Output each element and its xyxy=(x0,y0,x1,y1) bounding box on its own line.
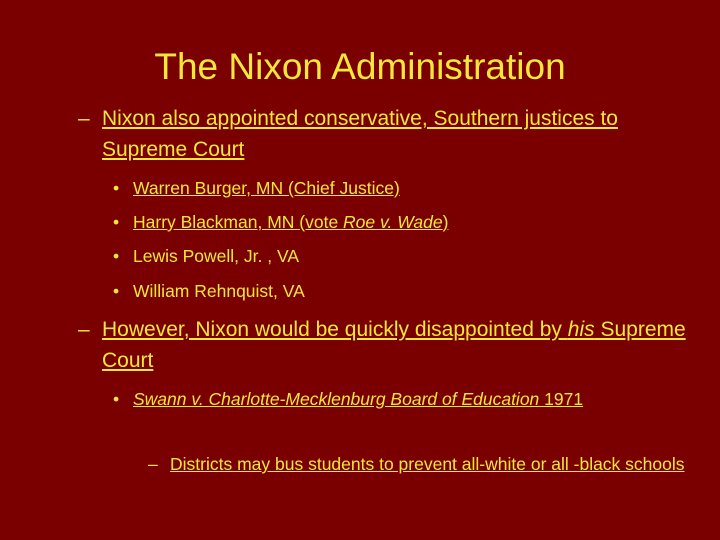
justice-item xyxy=(113,242,673,271)
dash-marker: – xyxy=(78,318,90,341)
point-disappointment xyxy=(78,314,688,376)
bullet-icon: • xyxy=(113,281,120,301)
bullet-icon: • xyxy=(113,389,120,409)
bullet-icon: • xyxy=(113,212,120,232)
bullet-icon: • xyxy=(113,178,120,198)
point-text: However, Nixon would be quickly disappointed by his Supreme Court xyxy=(102,318,686,372)
case-item xyxy=(113,385,673,414)
case-text: Swann v. Charlotte-Mecklenburg Board of Education 1971 xyxy=(133,389,584,409)
justice-text: Harry Blackman, MN (vote Roe v. Wade) xyxy=(133,212,449,232)
point-nixon-appointments xyxy=(78,103,688,165)
case-name: Roe v. Wade xyxy=(343,212,443,232)
justice-text: Warren Burger, MN (Chief Justice) xyxy=(133,178,400,198)
dash-marker: – xyxy=(148,454,158,474)
ruling-text: Districts may bus students to prevent all-white or all -black schools xyxy=(170,454,685,474)
bullet-icon: • xyxy=(113,246,120,266)
justice-text: Lewis Powell, Jr. , VA xyxy=(133,246,299,266)
dash-marker: – xyxy=(78,107,90,130)
justice-item xyxy=(113,208,673,237)
justice-item xyxy=(113,277,673,306)
slide-title: The Nixon Administration xyxy=(154,46,566,87)
justice-text: William Rehnquist, VA xyxy=(133,281,305,301)
point-text: Nixon also appointed conservative, Southern justices to Supreme Court xyxy=(102,107,618,161)
ruling-item xyxy=(148,451,688,477)
justice-item xyxy=(113,174,673,203)
